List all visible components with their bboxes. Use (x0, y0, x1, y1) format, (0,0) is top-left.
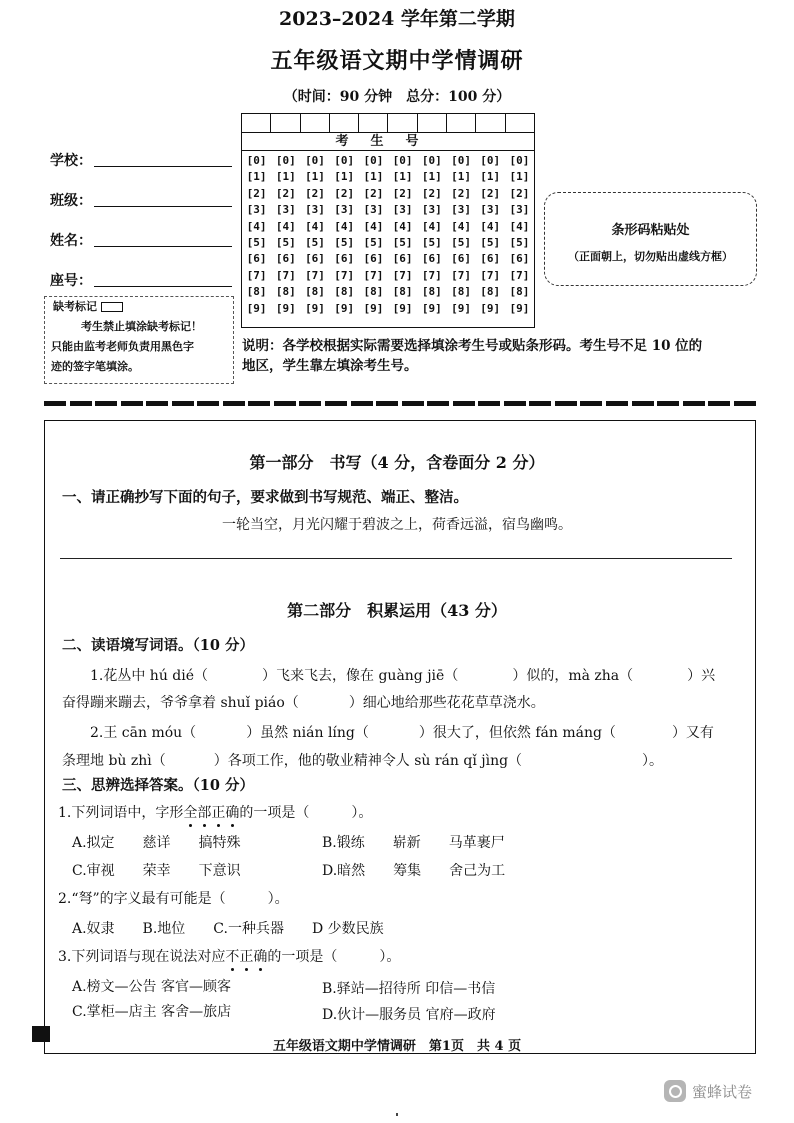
cut-line-dash (70, 401, 92, 406)
instructions-line: 说明：各学校根据实际需要选择填涂考生号或贴条形码。考生号不足 10 位的 (242, 338, 703, 354)
seat-field[interactable] (94, 286, 232, 287)
cut-line-dash (529, 401, 551, 406)
q3-3-option-d[interactable]: D.伙计—服务员 官府—政府 (322, 1007, 496, 1023)
digit-bubble[interactable]: [4] (363, 219, 384, 233)
digit-bubble[interactable]: [7] (305, 268, 325, 282)
cut-line-dash (376, 401, 398, 406)
text-segment: 2.王 cān móu（ (90, 725, 197, 741)
text-segment: ）各项工作，他的敬业精神令人 sù rán qǐ jìng（ (213, 753, 523, 769)
digit-bubble[interactable]: [4] (480, 219, 501, 233)
q1-title: 一、请正确抄写下面的句子，要求做到书写规范、端正、整洁。 (62, 489, 468, 506)
digit-bubble[interactable]: [0] (363, 154, 384, 167)
text-segment: ）飞来飞去，像在 guàng jiē（ (262, 668, 459, 684)
digit-bubble[interactable]: [9] (451, 301, 471, 315)
digit-bubble[interactable]: [6] (246, 252, 267, 266)
digit-bubble[interactable]: [7] (334, 268, 355, 282)
digit-bubble[interactable]: [5] (246, 236, 267, 250)
digit-bubble[interactable]: [1] (509, 170, 530, 184)
school-label: 学校： (50, 153, 92, 169)
q3-1-option-c[interactable]: C.审视 荣幸 下意识 (72, 863, 241, 879)
text-segment: 1.下列词语中，字形 (58, 805, 184, 821)
bubble-column (476, 153, 505, 327)
absent-note-line: 考生禁止填涂缺考标记！ (81, 320, 202, 333)
cut-line-dash (44, 401, 66, 406)
digit-bubble[interactable]: [2] (509, 186, 530, 200)
absent-note-line: 只能由监考老师负责用黑色字 (51, 340, 194, 353)
emphasis-char: 确 (225, 802, 239, 822)
digit-bubble[interactable]: [6] (392, 252, 413, 266)
digit-bubble[interactable]: [5] (334, 236, 355, 250)
digit-bubble[interactable]: [7] (392, 268, 413, 282)
instructions (242, 336, 762, 376)
text-segment: ）很大了，但依然 fán máng（ (418, 725, 616, 741)
digit-bubble[interactable]: [1] (334, 170, 355, 184)
cut-line-dash (708, 401, 730, 406)
digit-bubble[interactable]: [9] (246, 301, 267, 315)
digit-bubble[interactable]: [4] (509, 219, 530, 233)
absent-note-line: 迹的签字笔填涂。 (51, 360, 139, 373)
class-field[interactable] (94, 206, 232, 207)
text-segment: 3.下列词语与现在说法对应 (58, 949, 226, 965)
cut-line-dash (325, 401, 347, 406)
digit-bubble[interactable]: [3] (275, 203, 296, 217)
cut-line-dash (299, 401, 321, 406)
q2-title: 二、读语境写词语。（10 分） (62, 637, 254, 654)
digit-bubble[interactable]: [5] (275, 236, 296, 250)
digit-write-cell[interactable] (271, 114, 300, 132)
digit-bubble[interactable]: [8] (334, 285, 355, 299)
name-label: 姓名： (50, 233, 92, 249)
digit-bubble[interactable]: [6] (275, 252, 296, 266)
digit-bubble[interactable]: [0] (392, 154, 413, 167)
exam-number-grid (241, 113, 535, 328)
cut-line-dash (683, 401, 705, 406)
bubble-column (300, 153, 329, 327)
cut-line-dash (146, 401, 168, 406)
cut-line-dash (453, 401, 475, 406)
digit-bubble[interactable]: [2] (363, 186, 384, 200)
digit-bubble[interactable]: [4] (334, 219, 355, 233)
digit-write-cell[interactable] (418, 114, 447, 132)
q3-1-stem (58, 802, 372, 822)
digit-bubble[interactable]: [8] (275, 285, 296, 299)
absent-mark-checkbox[interactable] (101, 302, 123, 312)
digit-bubble[interactable]: [0] (451, 154, 471, 167)
digit-bubble[interactable]: [8] (451, 285, 471, 299)
q2-paragraph2-line2 (62, 750, 663, 770)
digit-bubble[interactable]: [5] (480, 236, 501, 250)
exam-title: 五年级语文期中学情调研 (270, 48, 524, 74)
text-segment: ）。 (642, 753, 664, 769)
cut-line-dash (734, 401, 756, 406)
bubble-columns (242, 151, 534, 327)
cut-line-dash (580, 401, 602, 406)
bee-logo-icon (664, 1080, 686, 1102)
barcode-area (544, 192, 757, 286)
digit-bubble[interactable]: [7] (363, 268, 384, 282)
emphasis-char: 全 (183, 802, 197, 822)
digit-bubble[interactable]: [5] (305, 236, 325, 250)
cut-line-dash (197, 401, 219, 406)
digit-bubble[interactable]: [9] (305, 301, 325, 315)
instructions-line: 地区，学生靠左填涂考生号。 (242, 358, 418, 374)
absent-mark-title: 缺考标记 (53, 300, 97, 313)
digit-bubble[interactable]: [7] (275, 268, 296, 282)
text-segment: ）兴 (687, 668, 716, 684)
digit-bubble[interactable]: [7] (451, 268, 471, 282)
digit-bubble[interactable]: [4] (451, 219, 471, 233)
digit-bubble[interactable]: [6] (509, 252, 530, 266)
digit-bubble[interactable]: [6] (451, 252, 471, 266)
digit-bubble[interactable]: [6] (334, 252, 355, 266)
digit-bubble[interactable]: [8] (305, 285, 325, 299)
bubble-column (330, 153, 359, 327)
text-segment: 条理地 bù zhì（ (62, 753, 166, 769)
digit-bubble[interactable]: [1] (480, 170, 501, 184)
text-segment: 奋得蹦来蹦去，爷爷拿着 shuǐ piáo（ (62, 695, 299, 711)
digit-bubble[interactable]: [8] (509, 285, 530, 299)
q3-3-option-c[interactable]: C.掌柜—店主 客舍—旅店 (72, 1004, 232, 1020)
digit-bubble[interactable]: [3] (421, 203, 442, 217)
bubble-column (242, 153, 271, 327)
cut-line (44, 398, 756, 408)
digit-bubble[interactable]: [8] (480, 285, 501, 299)
digit-bubble[interactable]: [4] (392, 219, 413, 233)
digit-bubble[interactable]: [6] (363, 252, 384, 266)
page-footer: 五年级语文期中学情调研 第1页 共 4 页 (272, 1039, 522, 1054)
digit-bubble[interactable]: [0] (480, 154, 501, 167)
bubble-column (359, 153, 388, 327)
text-segment: ）虽然 nián líng（ (246, 725, 369, 741)
bubble-column (388, 153, 417, 327)
digit-bubble[interactable]: [3] (392, 203, 413, 217)
name-field[interactable] (94, 246, 232, 247)
text-segment: ）似的，mà zha（ (512, 668, 634, 684)
digit-bubble[interactable]: [7] (421, 268, 442, 282)
digit-bubble[interactable]: [3] (451, 203, 471, 217)
scan-mark (396, 1113, 398, 1116)
digit-write-cell[interactable] (388, 114, 417, 132)
cut-line-dash (606, 401, 628, 406)
digit-bubble[interactable]: [0] (334, 154, 355, 167)
digit-bubble[interactable]: [8] (392, 285, 413, 299)
q3-2-stem: 2.“弩”的字义最有可能是（ ）。 (58, 891, 289, 907)
digit-bubble[interactable]: [3] (305, 203, 325, 217)
digit-bubble[interactable]: [3] (246, 203, 267, 217)
digit-bubble[interactable]: [1] (305, 170, 325, 184)
digit-bubble[interactable]: [8] (421, 285, 442, 299)
cut-line-dash (504, 401, 526, 406)
watermark-logo (664, 1080, 752, 1102)
digit-bubble[interactable]: [7] (246, 268, 267, 282)
copy-sentence: 一轮当空，月光闪耀于碧波之上，荷香远溢，宿鸟幽鸣。 (222, 517, 572, 533)
digit-bubble[interactable]: [8] (246, 285, 267, 299)
exam-number-write-row (242, 114, 534, 133)
cut-line-dash (274, 401, 296, 406)
digit-bubble[interactable]: [3] (509, 203, 530, 217)
digit-bubble[interactable]: [0] (246, 154, 267, 167)
digit-bubble[interactable]: [2] (334, 186, 355, 200)
q2-paragraph1-line1 (90, 665, 715, 685)
barcode-title: 条形码粘贴处 (611, 223, 690, 238)
digit-bubble[interactable]: [7] (509, 268, 530, 282)
digit-bubble[interactable]: [1] (421, 170, 442, 184)
digit-bubble[interactable]: [5] (451, 236, 471, 250)
q3-1-option-a[interactable]: A.拟定 慈详 搞特殊 (72, 835, 241, 851)
q2-paragraph1-line2 (62, 692, 545, 712)
q3-3-option-b[interactable]: B.驿站—招待所 印信—书信 (322, 981, 496, 997)
digit-write-cell[interactable] (476, 114, 505, 132)
cut-line-dash (427, 401, 449, 406)
bubble-column (271, 153, 300, 327)
digit-bubble[interactable]: [2] (305, 186, 325, 200)
digit-bubble[interactable]: [9] (392, 301, 413, 315)
bubble-column (446, 153, 475, 327)
q3-2-options[interactable]: A.奴隶 B.地位 C.一种兵器 D 少数民族 (72, 921, 384, 937)
seat-label: 座号： (50, 273, 92, 289)
digit-bubble[interactable]: [9] (509, 301, 530, 315)
absent-mark-box (44, 296, 234, 384)
text-segment: 的一项是（ ）。 (239, 805, 373, 821)
digit-bubble[interactable]: [5] (363, 236, 384, 250)
digit-bubble[interactable]: [4] (275, 219, 296, 233)
cut-line-dash (657, 401, 679, 406)
barcode-subtitle: （正面朝上，切勿贴出虚线方框） (568, 250, 733, 263)
cut-line-dash (121, 401, 143, 406)
digit-bubble[interactable]: [7] (480, 268, 501, 282)
cut-line-dash (248, 401, 270, 406)
exam-number-label: 考生号 (242, 133, 534, 151)
digit-bubble[interactable]: [5] (421, 236, 442, 250)
digit-bubble[interactable]: [0] (509, 154, 530, 167)
part2-title: 第二部分 积累运用（43 分） (287, 601, 507, 620)
digit-bubble[interactable]: [0] (305, 154, 325, 167)
cut-line-dash (478, 401, 500, 406)
q3-3-stem (58, 946, 400, 966)
digit-bubble[interactable]: [2] (421, 186, 442, 200)
cut-line-dash (95, 401, 117, 406)
digit-write-cell[interactable] (359, 114, 388, 132)
writing-line[interactable] (60, 558, 732, 559)
digit-bubble[interactable]: [5] (392, 236, 413, 250)
q3-3-option-a[interactable]: A.榜文—公告 客官—顾客 (72, 979, 232, 995)
digit-bubble[interactable]: [3] (480, 203, 501, 217)
digit-bubble[interactable]: [8] (363, 285, 384, 299)
bubble-column (505, 153, 534, 327)
class-label: 班级： (50, 193, 92, 209)
digit-bubble[interactable]: [9] (480, 301, 501, 315)
emphasis-char: 不 (225, 946, 239, 966)
digit-bubble[interactable]: [4] (246, 219, 267, 233)
digit-write-cell[interactable] (242, 114, 271, 132)
digit-bubble[interactable]: [4] (305, 219, 325, 233)
q3-1-option-b[interactable]: B.锻练 崭新 马革裹尸 (322, 835, 505, 851)
school-field[interactable] (94, 166, 232, 167)
digit-bubble[interactable]: [3] (363, 203, 384, 217)
cut-line-dash (555, 401, 577, 406)
digit-bubble[interactable]: [9] (421, 301, 442, 315)
digit-write-cell[interactable] (447, 114, 476, 132)
digit-bubble[interactable]: [1] (246, 170, 267, 184)
digit-bubble[interactable]: [9] (334, 301, 355, 315)
cut-line-dash (632, 401, 654, 406)
digit-bubble[interactable]: [2] (480, 186, 501, 200)
bubble-column (417, 153, 446, 327)
digit-bubble[interactable]: [2] (451, 186, 471, 200)
digit-bubble[interactable]: [6] (480, 252, 501, 266)
digit-bubble[interactable]: [0] (275, 154, 296, 167)
digit-bubble[interactable]: [9] (363, 301, 384, 315)
text-segment: ）又有 (671, 725, 714, 741)
digit-bubble[interactable]: [6] (305, 252, 325, 266)
watermark-text: 蜜蜂试卷 (692, 1082, 753, 1101)
digit-bubble[interactable]: [6] (421, 252, 442, 266)
digit-bubble[interactable]: [3] (334, 203, 355, 217)
time-info: （时间：90 分钟 总分：100 分） (283, 89, 511, 105)
emphasis-char: 部 (197, 802, 211, 822)
cut-line-dash (223, 401, 245, 406)
text-segment: 的一项是（ ）。 (267, 949, 401, 965)
cut-line-dash (172, 401, 194, 406)
part1-title: 第一部分 书写（4 分，含卷面分 2 分） (249, 453, 545, 472)
q3-1-option-d[interactable]: D.暗然 筹集 舍己为工 (322, 863, 506, 879)
digit-write-cell[interactable] (506, 114, 534, 132)
digit-bubble[interactable]: [5] (509, 236, 530, 250)
emphasis-char: 正 (211, 802, 225, 822)
q2-paragraph2-line1 (90, 722, 714, 742)
text-segment: 1.花丛中 hú dié（ (90, 668, 209, 684)
cut-line-dash (402, 401, 424, 406)
q3-title: 三、思辨选择答案。（10 分） (62, 777, 254, 794)
digit-bubble[interactable]: [0] (421, 154, 442, 167)
digit-write-cell[interactable] (301, 114, 330, 132)
digit-bubble[interactable]: [2] (275, 186, 296, 200)
digit-bubble[interactable]: [4] (421, 219, 442, 233)
digit-bubble[interactable]: [2] (246, 186, 267, 200)
digit-bubble[interactable]: [9] (275, 301, 296, 315)
year-title: 2023–2024 学年第二学期 (279, 8, 515, 30)
emphasis-char: 确 (253, 946, 267, 966)
digit-bubble[interactable]: [1] (392, 170, 413, 184)
digit-write-cell[interactable] (330, 114, 359, 132)
digit-bubble[interactable]: [2] (392, 186, 413, 200)
text-segment: ）细心地给那些花花草草浇水。 (348, 695, 545, 711)
digit-bubble[interactable]: [1] (363, 170, 384, 184)
emphasis-char: 正 (239, 946, 253, 966)
cut-line-dash (351, 401, 373, 406)
digit-bubble[interactable]: [1] (451, 170, 471, 184)
digit-bubble[interactable]: [1] (275, 170, 296, 184)
